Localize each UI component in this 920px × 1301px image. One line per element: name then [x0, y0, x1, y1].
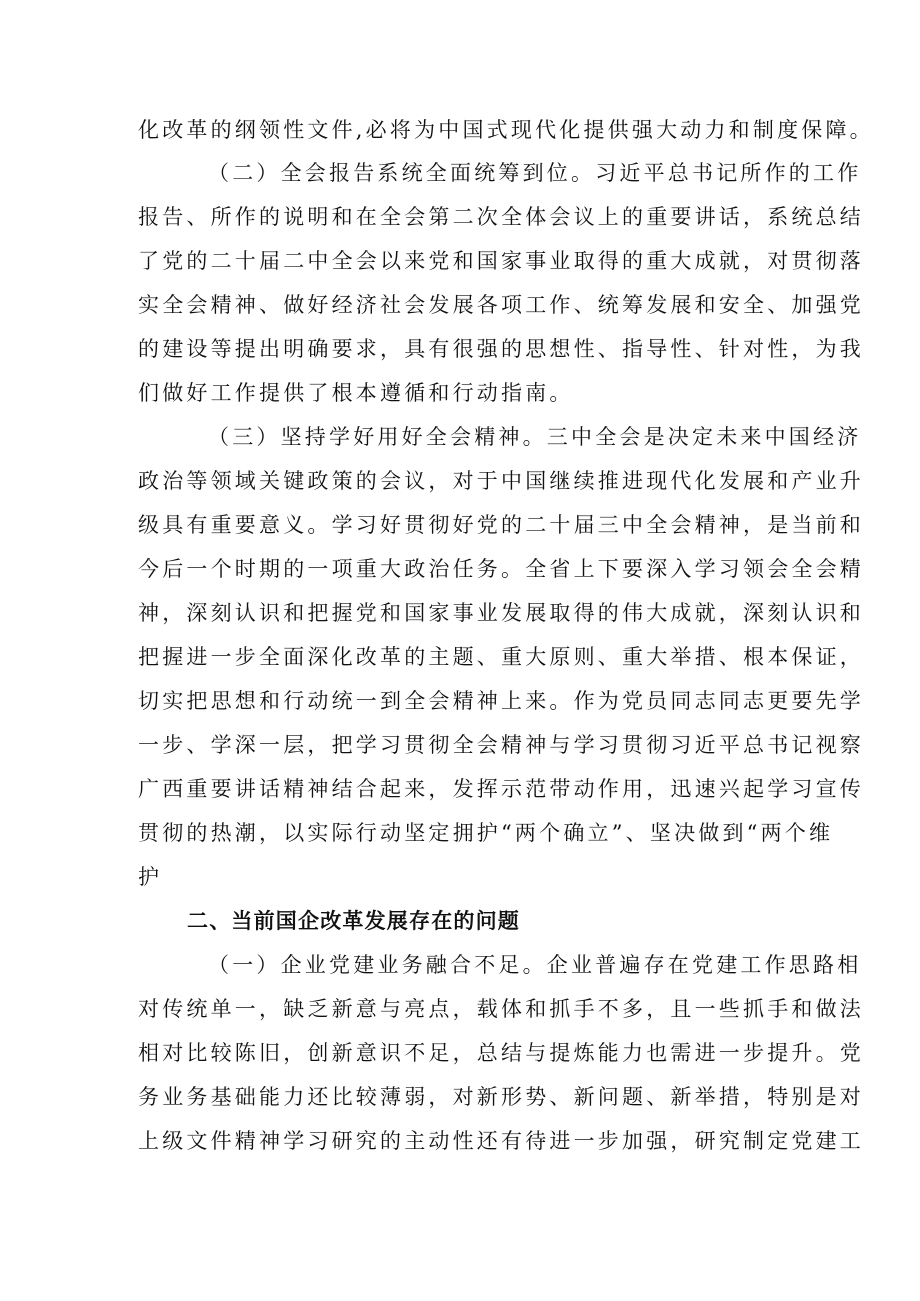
body-text-line: 广西重要讲话精神结合起来，发挥示范带动作用，迅速兴起学习宣传 — [138, 777, 864, 801]
body-text-line: 政治等领域关键政策的会议，对于中国继续推进现代化发展和产业升 — [138, 469, 864, 493]
body-text-line: 化改革的纲领性文件,必将为中国式现代化提供强大动力和制度保障。 — [138, 118, 874, 142]
body-text-line: 的建设等提出明确要求，具有很强的思想性、指导性、针对性，为我 — [138, 337, 864, 361]
body-text-line: 们做好工作提供了根本遵循和行动指南。 — [138, 381, 574, 405]
body-text-line: 把握进一步全面深化改革的主题、重大原则、重大举措、根本保证， — [138, 645, 864, 669]
body-text-line: 切实把思想和行动统一到全会精神上来。作为党员同志同志更要先学 — [138, 689, 864, 713]
body-text-line: 今后一个时期的一项重大政治任务。全省上下要深入学习领会全会精 — [138, 557, 864, 581]
body-text-line: 上级文件精神学习研究的主动性还有待进一步加强，研究制定党建工 — [138, 1129, 864, 1153]
body-text-line: 相对比较陈旧，创新意识不足，总结与提炼能力也需进一步提升。党 — [138, 1041, 864, 1065]
body-text-line: 神，深刻认识和把握党和国家事业发展取得的伟大成就，深刻认识和 — [138, 601, 864, 625]
body-text-line: 一步、学深一层，把学习贯彻全会精神与学习贯彻习近平总书记视察 — [138, 733, 864, 757]
body-text-line: 对传统单一，缺乏新意与亮点，载体和抓手不多，且一些抓手和做法 — [138, 997, 864, 1021]
body-text-line: （三）坚持学好用好全会精神。三中全会是决定未来中国经济 — [208, 425, 862, 449]
section-heading: 二、当前国企改革发展存在的问题 — [187, 909, 520, 933]
body-text-line: 报告、所作的说明和在全会第二次全体会议上的重要讲话，系统总结 — [138, 205, 864, 229]
body-text-line: 护 — [138, 865, 163, 889]
body-text-line: 务业务基础能力还比较薄弱，对新形势、新问题、新举措，特别是对 — [138, 1085, 864, 1109]
body-text-line: （一）企业党建业务融合不足。企业普遍存在党建工作思路相 — [208, 953, 862, 977]
body-text-line: 级具有重要意义。学习好贯彻好党的二十届三中全会精神，是当前和 — [138, 513, 864, 537]
body-text-line: 了党的二十届二中全会以来党和国家事业取得的重大成就，对贯彻落 — [138, 249, 864, 273]
body-text-line: 贯彻的热潮，以实际行动坚定拥护“两个确立”、坚决做到“两个维 — [138, 821, 834, 845]
body-text-line: （二）全会报告系统全面统筹到位。习近平总书记所作的工作 — [208, 161, 862, 185]
body-text-line: 实全会精神、做好经济社会发展各项工作、统筹发展和安全、加强党 — [138, 293, 864, 317]
